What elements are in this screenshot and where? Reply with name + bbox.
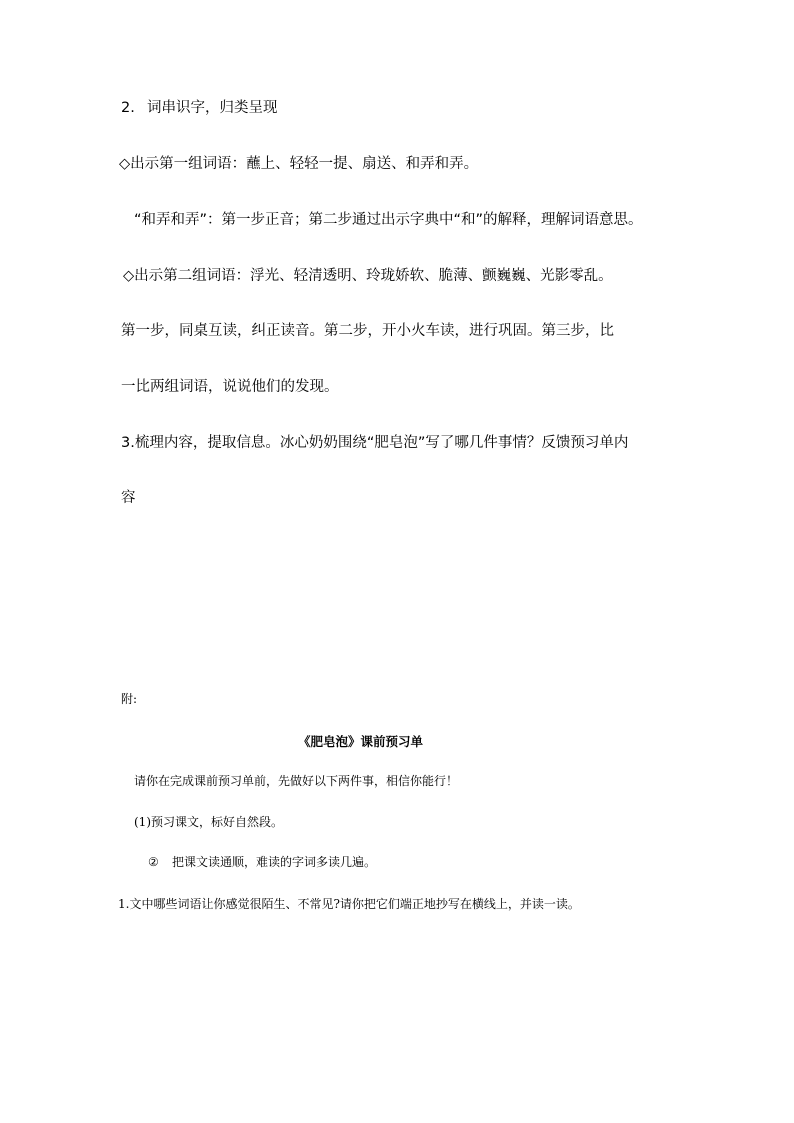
- steps-line-1: 第一步，同桌互读，纠正读音。第二步，开小火车读，进行巩固。第三步，比: [121, 323, 614, 339]
- task-2: 把课文读通顺，难读的字词多读几遍。: [172, 855, 377, 869]
- task-2-number: ②: [148, 855, 159, 869]
- section-heading: 词串识字，归类呈现: [147, 100, 278, 116]
- item-3-line-1: 3.梳理内容，提取信息。冰心奶奶围绕“肥皂泡”写了哪几件事情？反馈预习单内: [121, 435, 629, 451]
- steps-line-2: 一比两组词语，说说他们的发现。: [121, 379, 339, 395]
- worksheet-title: 《肥皂泡》课前预习单: [298, 734, 424, 749]
- task-1: (1)预习课文，标好自然段。: [134, 815, 283, 829]
- word-group-1: ◇出示第一组词语：蘸上、轻轻一提、扇送、和弄和弄。: [119, 156, 479, 172]
- worksheet-intro: 请你在完成课前预习单前，先做好以下两件事，相信你能行！: [134, 774, 459, 788]
- heading-number: 2.: [121, 100, 135, 116]
- appendix-label: 附:: [121, 692, 138, 706]
- item-3-line-2: 容: [121, 490, 136, 506]
- word-group-2: ◇出示第二组词语：浮光、轻清透明、玲珑娇软、脆薄、颤巍巍、光影零乱。: [123, 268, 613, 284]
- word-group-1-note: “和弄和弄”：第一步正音；第二步通过出示字典中“和”的解释，理解词语意思。: [134, 212, 643, 228]
- question-1: 1.文中哪些词语让你感觉很陌生、不常见?请你把它们端正地抄写在横线上，并读一读。: [118, 897, 580, 911]
